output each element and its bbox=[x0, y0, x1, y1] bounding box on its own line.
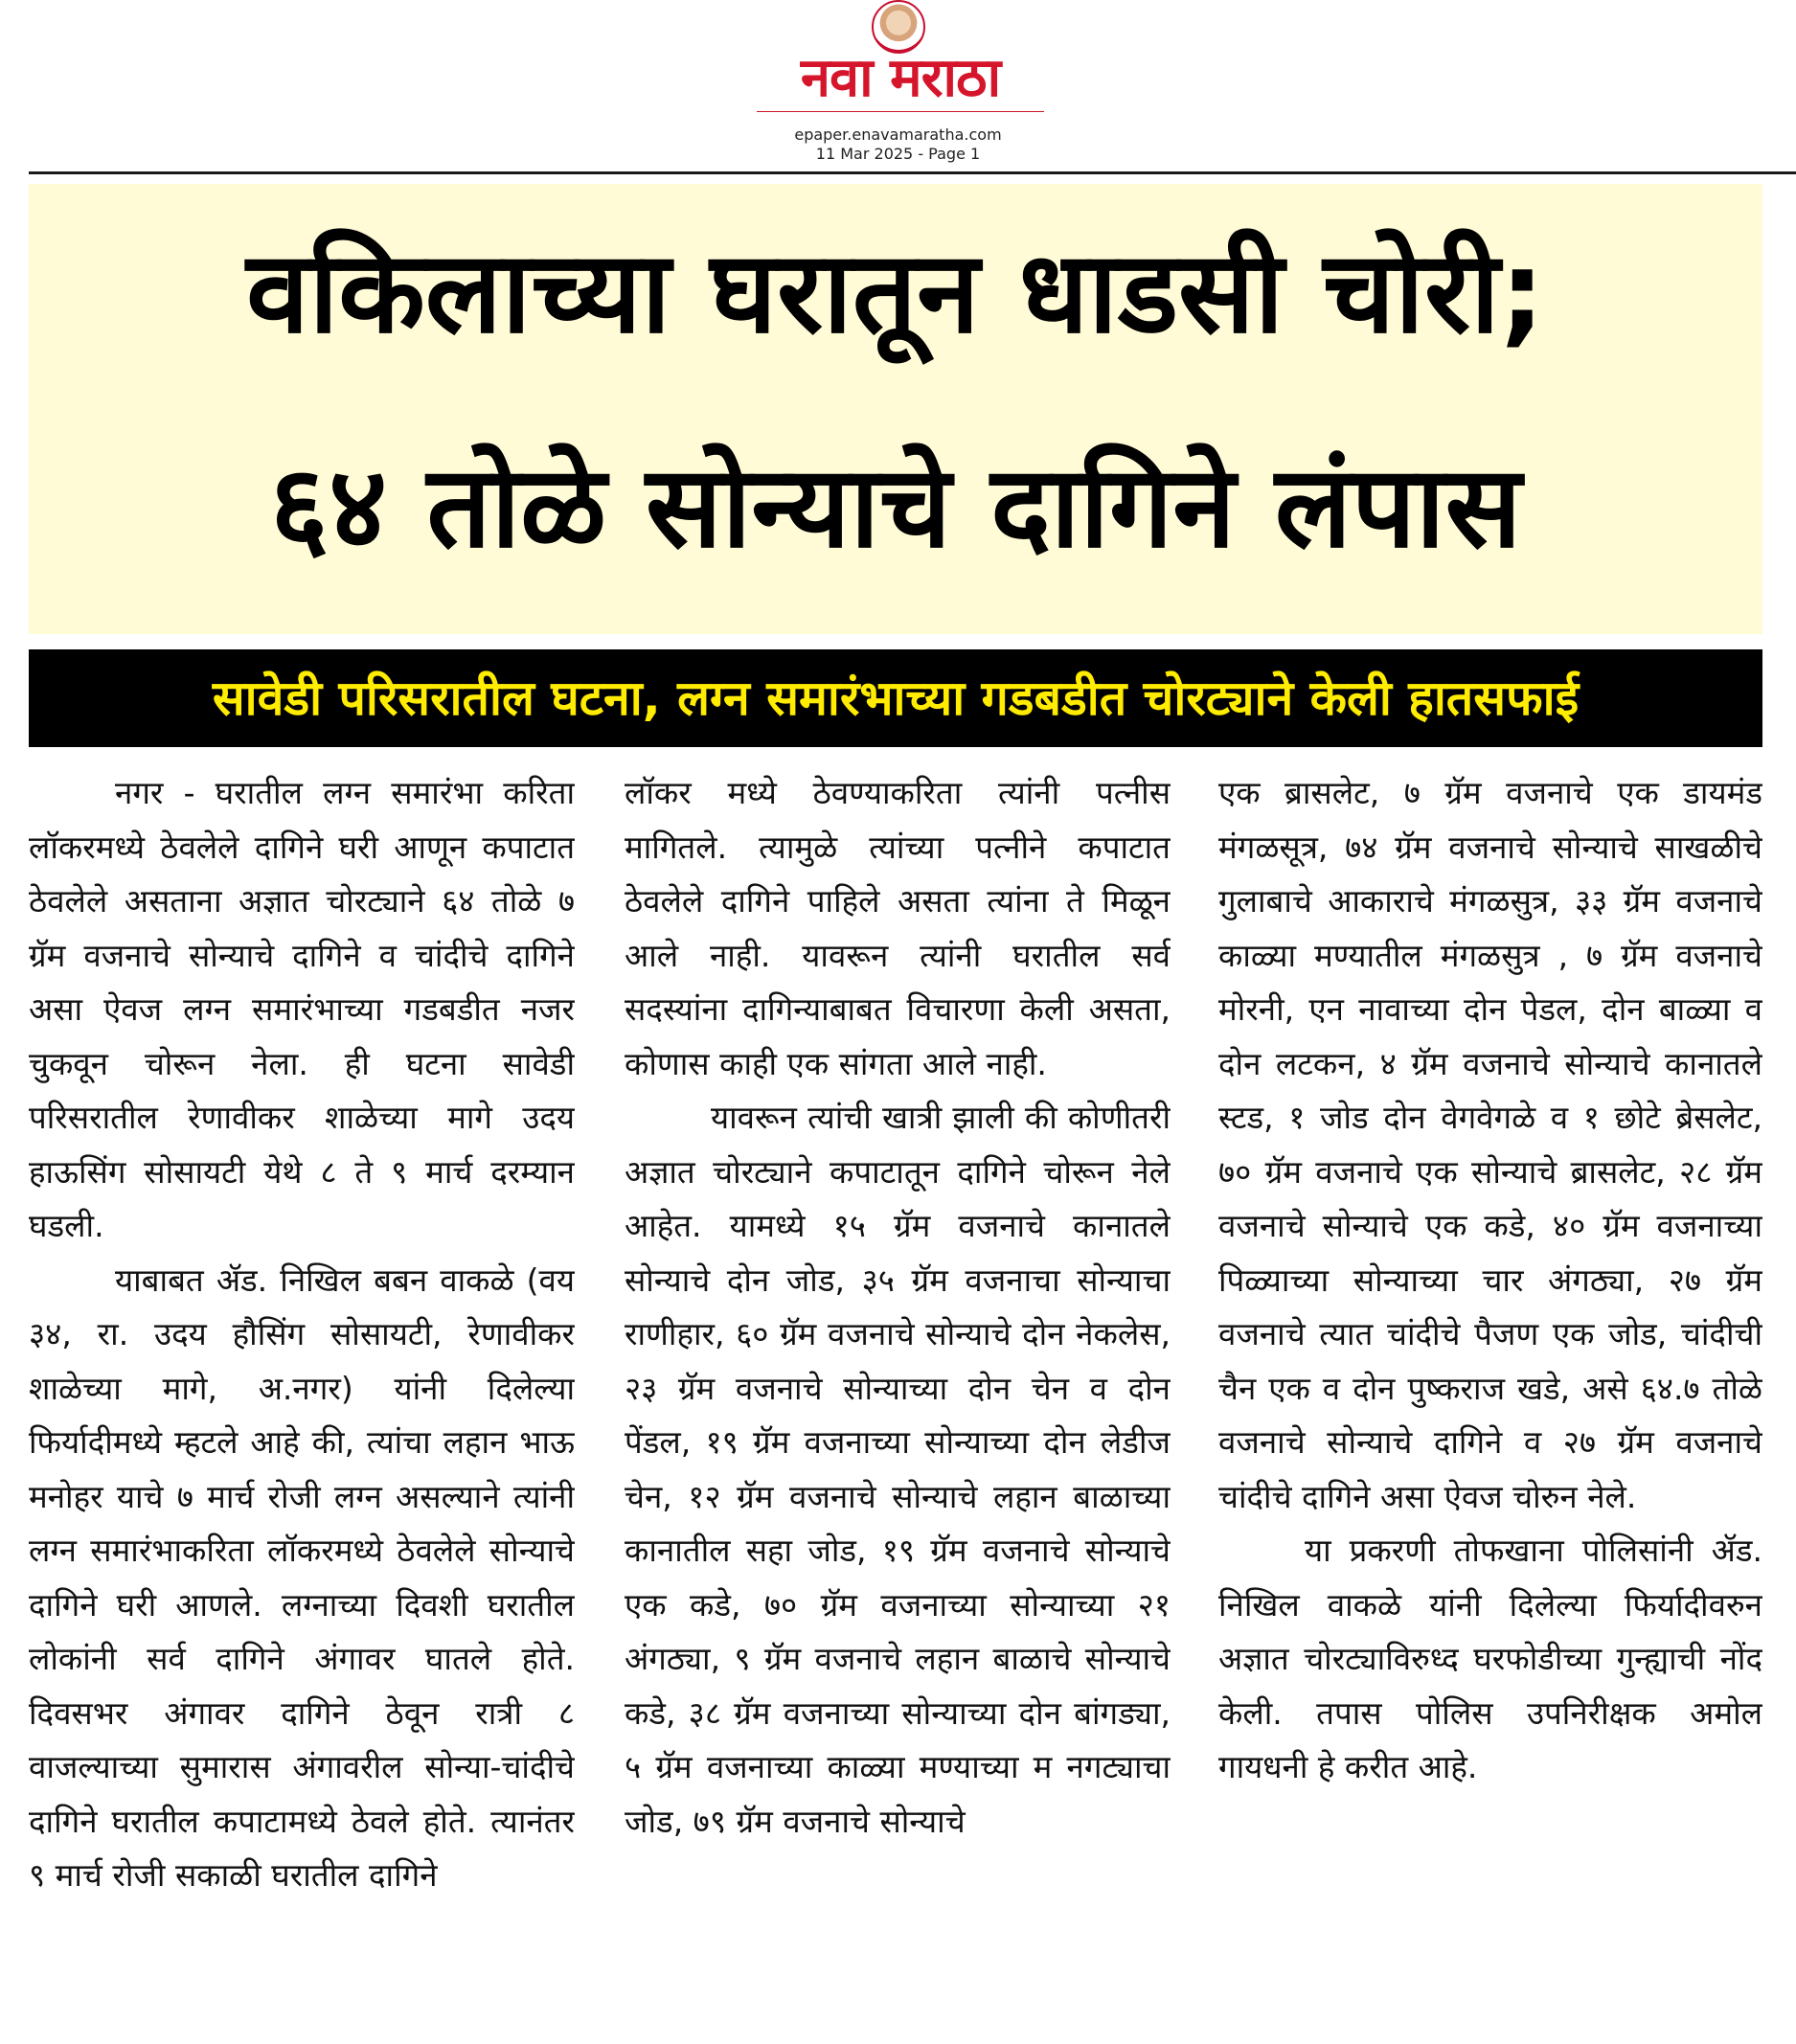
paragraph: या प्रकरणी तोफखाना पोलिसांनी ॲड. निखिल वाकळे यांनी दिलेल्या फिर्यादीवरुन अज्ञात चोरट्याविरुध्द घरफोडीच्या गुन्ह्याची नोंद केली. तपास पोलिस उपनिरीक्षक अमोल गायधनी हे करीत आहे. bbox=[1218, 1532, 1762, 1785]
headline-box bbox=[29, 184, 1762, 634]
paragraph: नगर - घरातील लग्न समारंभा करिता लॉकरमध्ये ठेवलेले दागिने घरी आणून कपाटात ठेवलेले असताना अज्ञात चोरट्याने ६४ तोळे ७ ग्रॅम वजनाचे सोन्याचे दागिने व चांदीचे दागिने असा ऐवज लग्न समारंभाच्या गडबडीत नजर चुकवून चोरून नेला. ही घटना सावेडी परिसरातील रेणावीकर शाळेच्या मागे उदय हाऊसिंग सोसायटी येथे ८ ते ९ मार्च दरम्यान घडली. bbox=[29, 774, 575, 1244]
headline-line-2: ६४ तोळे सोन्याचे दागिने लंपास bbox=[269, 441, 1522, 573]
site-url[interactable]: epaper.enavamaratha.com bbox=[794, 125, 1002, 144]
masthead-divider bbox=[29, 171, 1796, 174]
subheadline: सावेडी परिसरातील घटना, लग्न समारंभाच्या गडबडीत चोरट्याने केली हातसफाई bbox=[29, 649, 1762, 747]
paragraph: यावरून त्यांची खात्री झाली की कोणीतरी अज्ञात चोरट्याने कपाटातून दागिने चोरून नेले आहेत. यामध्ये १५ ग्रॅम वजनाचे कानातले सोन्याचे दोन जोड, ३५ ग्रॅम वजनाचा सोन्याचा राणीहार, ६० ग्रॅम वजनाचे सोन्याचे दोन नेकलेस, २३ ग्रॅम वजनाचे सोन्याच्या दोन चेन व दोन पेंडल, १९ ग्रॅम वजनाच्या सोन्याच्या दोन लेडीज चेन, १२ ग्रॅम वजनाचे सोन्याचे लहान बाळाच्या कानातील सहा जोड, १९ ग्रॅम वजनाचे सोन्याचे एक कडे, ७० ग्रॅम वजनाच्या सोन्याच्या २१ अंगठ्या, ९ ग्रॅम वजनाचे लहान बाळाचे सोन्याचे कडे, ३८ ग्रॅम वजनाच्या सोन्याच्या दोन बांगड्या, ५ ग्रॅम वजनाच्या काळ्या मण्याच्या म नगट्याचा जोड, ७९ ग्रॅम वजनाचे सोन्याचे bbox=[625, 1099, 1171, 1840]
logo-underline bbox=[757, 111, 1044, 122]
newspaper-logo[interactable] bbox=[747, 0, 1054, 123]
paragraph: याबाबत ॲड. निखिल बबन वाकळे (वय ३४, रा. उदय हौसिंग सोसायटी, रेणावीकर शाळेच्या मागे, अ.नगर) यांनी दिलेल्या फिर्यादीमध्ये म्हटले आहे की, त्यांचा लहान भाऊ मनोहर याचे ७ मार्च रोजी लग्न असल्याने त्यांनी लग्न समारंभाकरिता लॉकरमध्ये ठेवलेले सोन्याचे दागिने घरी आणले. लग्नाच्या दिवशी घरातील लोकांनी सर्व दागिने अंगावर घातले होते. दिवसभर अंगावर दागिने ठेवून रात्री ८ वाजल्याच्या सुमारास अंगावरील सोन्या-चांदीचे दागिने घरातील कपाटामध्ये ठेवले होते. त्यानंतर ९ मार्च रोजी सकाळी घरातील दागिने bbox=[29, 1260, 575, 1894]
masthead bbox=[0, 0, 1796, 172]
headline-line-1: वकिलाच्या घरातून धाडसी चोरी; bbox=[246, 226, 1545, 358]
article-column-1 bbox=[29, 766, 575, 2031]
paragraph: लॉकर मध्ये ठेवण्याकरिता त्यांनी पत्नीस मागितले. त्यामुळे त्यांच्या पत्नीने कपाटात ठेवलेले दागिने पाहिले असता त्यांना ते मिळून आले नाही. यावरून त्यांनी घरातील सर्व सदस्यांना दागिन्याबाबत विचारणा केली असता, कोणास काही एक सांगता आले नाही. bbox=[625, 774, 1171, 1082]
article-column-2 bbox=[625, 766, 1171, 2031]
founder-portrait-icon bbox=[872, 0, 925, 54]
logo-text: नवा मराठा bbox=[800, 47, 1001, 109]
article-column-3 bbox=[1218, 766, 1762, 2031]
edition-date: 11 Mar 2025 - Page 1 bbox=[815, 145, 981, 163]
paragraph: एक ब्रासलेट, ७ ग्रॅम वजनाचे एक डायमंड मंगळसूत्र, ७४ ग्रॅम वजनाचे सोन्याचे साखळीचे गुलाबाचे आकाराचे मंगळसुत्र, ३३ ग्रॅम वजनाचे काळ्या मण्यातील मंगळसुत्र , ७ ग्रॅम वजनाचे मोरनी, एन नावाच्या दोन पेडल, दोन बाळ्या व दोन लटकन, ४ ग्रॅम वजनाचे सोन्याचे कानातले स्टड, १ जोड दोन वेगवेगळे व १ छोटे ब्रेसलेट, ७० ग्रॅम वजनाचे एक सोन्याचे ब्रासलेट, २८ ग्रॅम वजनाचे सोन्याचे एक कडे, ४० ग्रॅम वजनाच्या पिळ्याच्या सोन्याच्या चार अंगठ्या, २७ ग्रॅम वजनाचे त्यात चांदीचे पैजण एक जोड, चांदीची चैन एक व दोन पुष्कराज खडे, असे ६४.७ तोळे वजनाचे सोन्याचे दागिने व २७ ग्रॅम वजनाचे चांदीचे दागिने असा ऐवज चोरुन नेले. bbox=[1218, 774, 1762, 1515]
